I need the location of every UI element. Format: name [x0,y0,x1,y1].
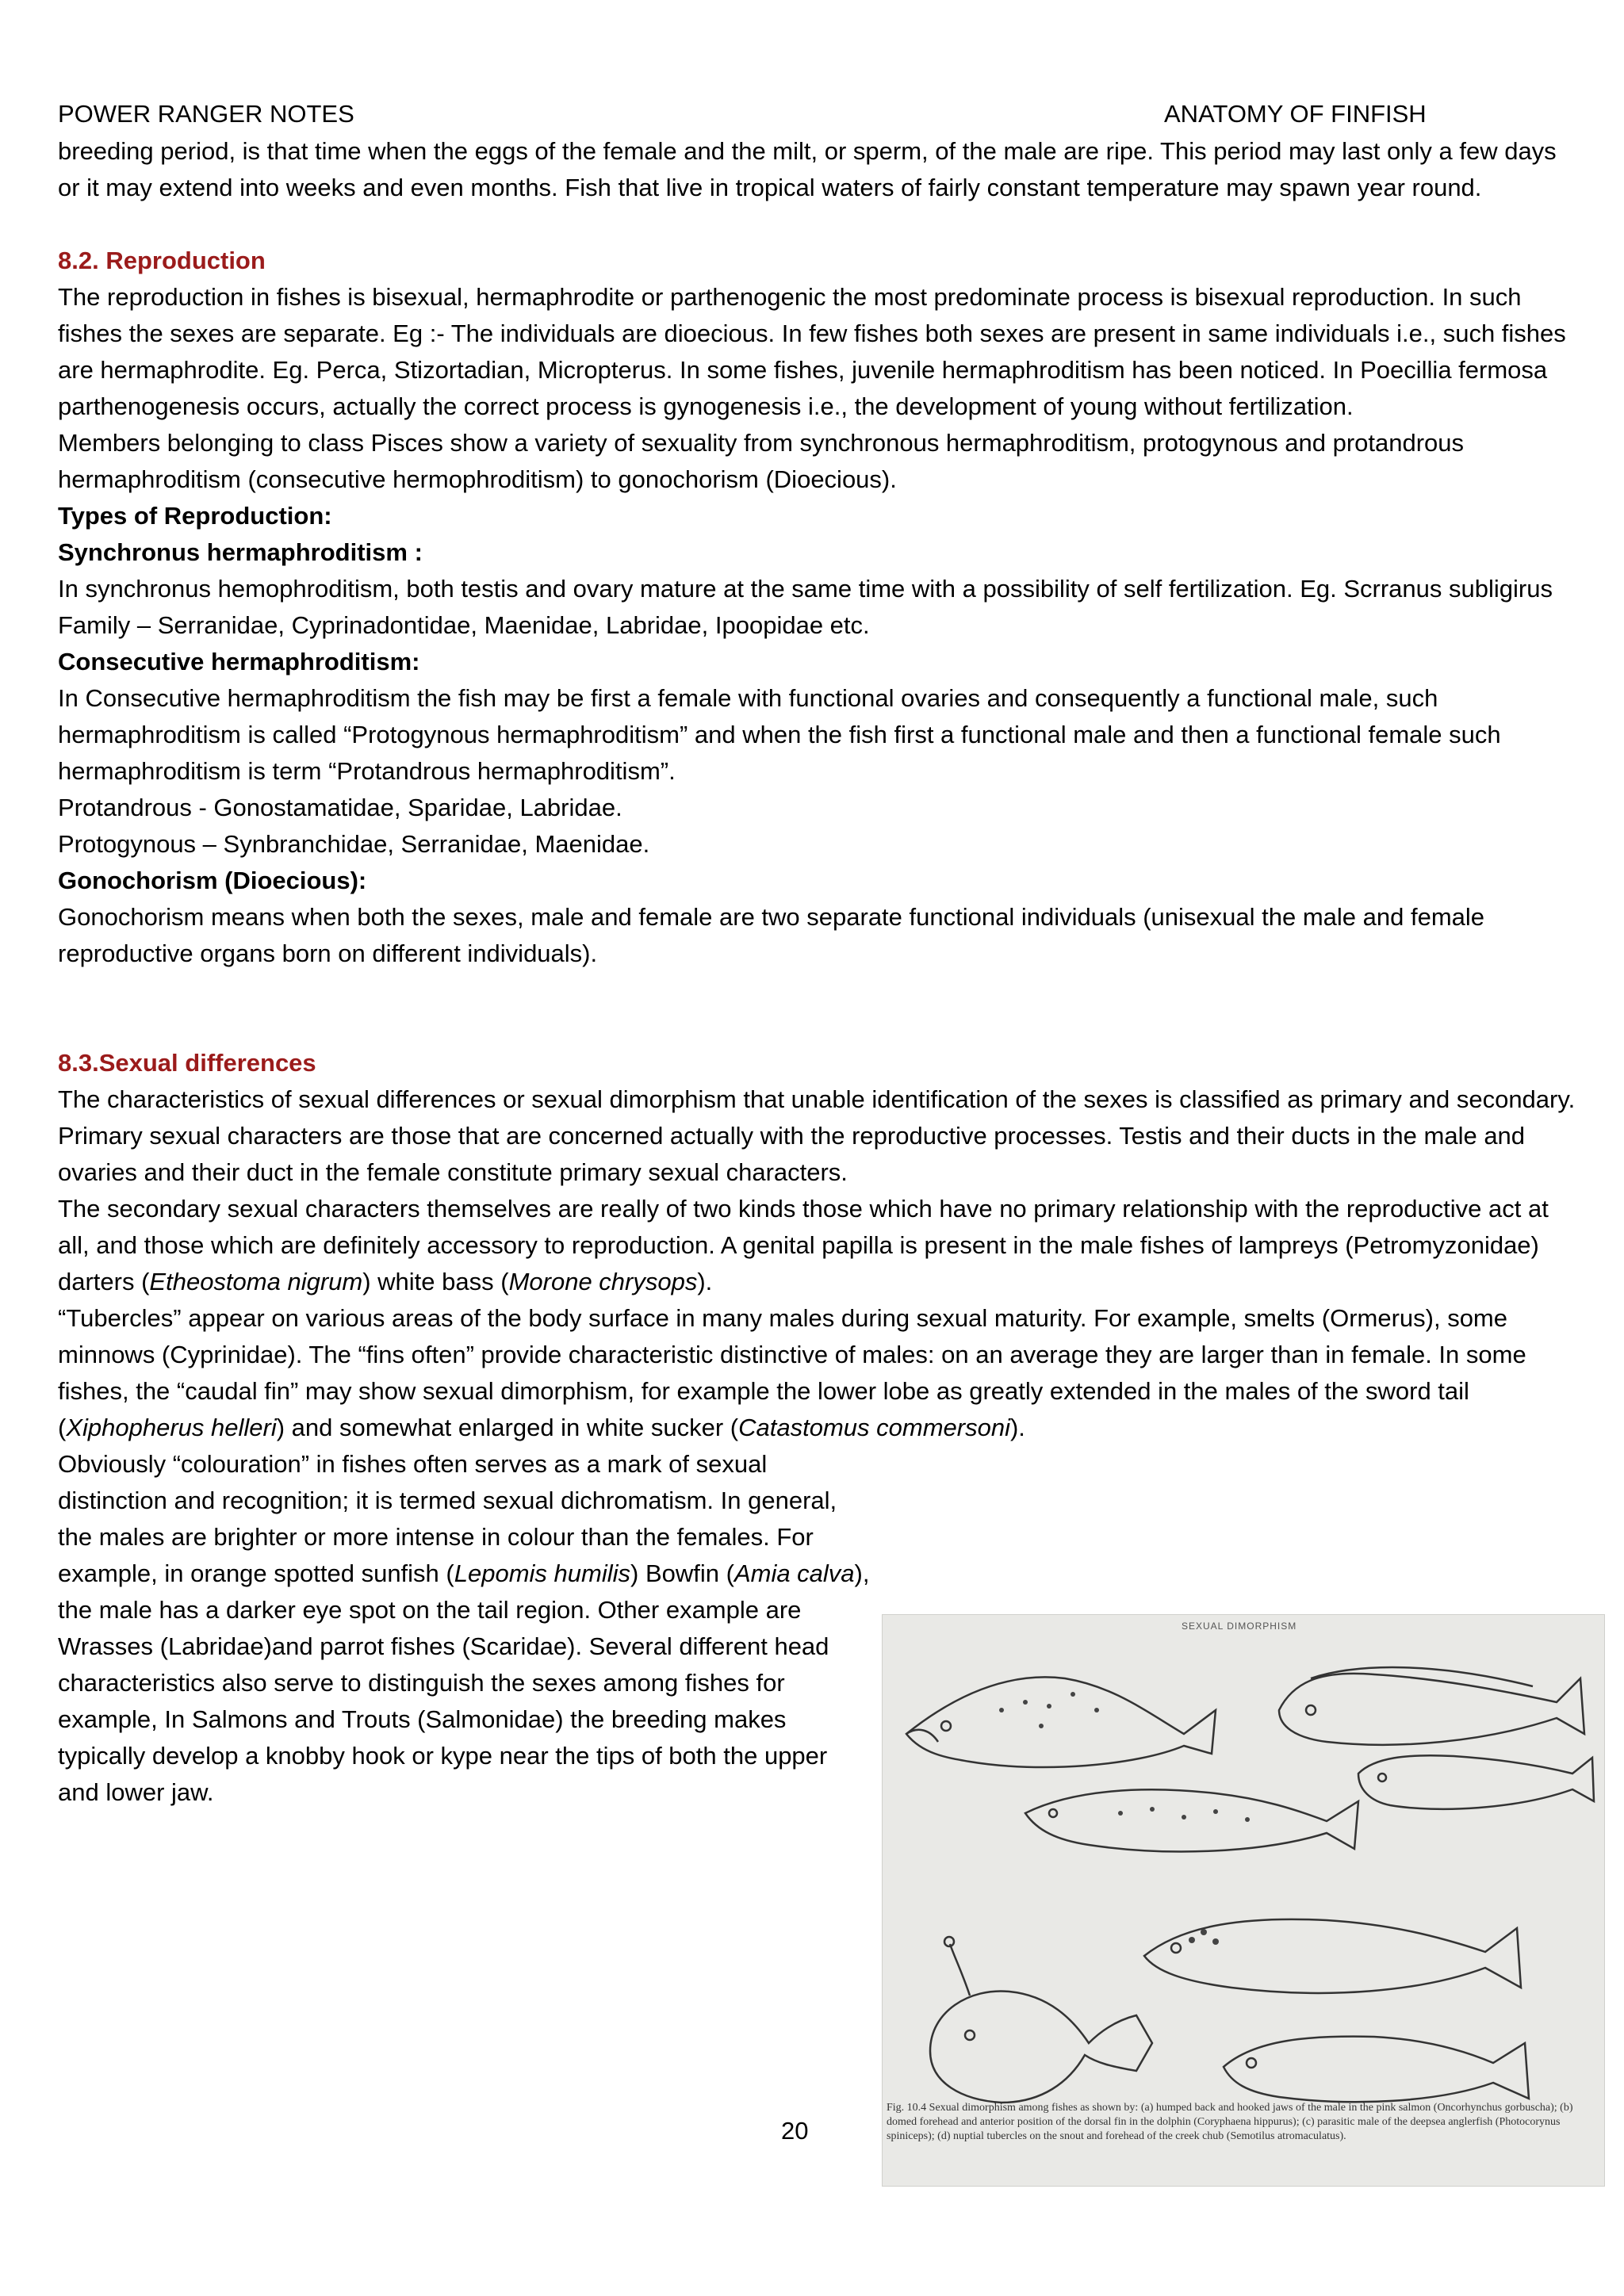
p2-species-1: Etheostoma nigrum [149,1268,363,1295]
sexual-differences-paragraph-3 [58,1300,1580,1446]
sexual-differences-paragraph-2 [58,1191,1580,1300]
synchronus-heading: Synchronus hermaphroditism : [58,538,423,566]
header-left: POWER RANGER NOTES [58,100,354,128]
p4-text-a: Obviously “colouration” in fishes often serves as a mark of sexual distinction and recognition; it is termed sexual dichromatism. In general, the males are brighter or more intense in colour than the females. For example, in orange spotted sunfish ( [58,1450,837,1587]
p2-text-c: ). [697,1268,713,1295]
gonochorism-heading: Gonochorism (Dioecious): [58,867,367,894]
p3-text-b: ) and somewhat enlarged in white sucker ( [276,1414,739,1441]
p2-text-b: ) white bass ( [362,1268,509,1295]
sexual-differences-paragraph-1: The characteristics of sexual differences or sexual dimorphism that unable identification of the sexes is classified as primary and secondary. Primary sexual characters are those that are concerned actually with the reproductive processes. Testis and their ducts in the male and ovaries and their duct in the female constitute primary sexual characters. [58,1085,1576,1186]
types-heading: Types of Reproduction: [58,502,332,530]
page-number: 20 [781,2117,809,2145]
section-8-3-title: 8.3.Sexual differences [58,1049,316,1077]
reproduction-paragraph-2: Members belonging to class Pisces show a variety of sexuality from synchronous hermaphroditism, protogynous and protandrous hermaphroditism (consecutive hermophroditism) to gonochorism (Dioecious). [58,429,1465,493]
reproduction-paragraph-1: The reproduction in fishes is bisexual, hermaphrodite or parthenogenic the most predominate process is bisexual reproduction. In such fishes the sexes are separate. Eg :- The individuals are dioecious. In few fishes both sexes are present in same individuals i.e., such fishes are hermaphrodite. Eg. Perca, Stizortadian, Micropterus. In some fishes, juvenile hermaphroditism has been noticed. In Poecillia fermosa parthenogenesis occurs, actually the correct process is gynogenesis i.e., the development of young without fertilization. [58,283,1566,420]
salmon-male-fish [906,1677,1216,1767]
dolphin-female-fish [1358,1755,1594,1809]
p3-text-c: ). [1009,1414,1025,1441]
anglerfish-fish [930,1991,1152,2103]
protogynous-line: Protogynous – Synbranchidae, Serranidae, Maenidae. [58,830,650,858]
page-content [58,133,1580,1811]
consecutive-heading: Consecutive hermaphroditism: [58,648,420,675]
section-8-2-title: 8.2. Reproduction [58,247,266,274]
p3-species-2: Catastomus commersoni [738,1414,1010,1441]
intro-paragraph: breeding period, is that time when the eggs of the female and the milt, or sperm, of the male are ripe. This period may last only a few days or it may extend into weeks and even months. Fish that live in tropical waters of fairly constant temperature may spawn year round. [58,137,1557,201]
consecutive-paragraph: In Consecutive hermaphroditism the fish may be first a female with functional ovaries and consequently a functional male, such hermaphroditism is called “Protogynous hermaphroditism” and when the fish first a functional male and then a functional female such hermaphroditism is term “Protandrous hermaphroditism”. [58,684,1501,785]
p2-text-a: The secondary sexual characters themselves are really of two kinds those which have no primary relationship with the reproductive act at all, and those which are definitely accessory to reproduction. A genital papilla is present in the male fishes of lampreys (Petromyzonidae) darters ( [58,1195,1549,1295]
fish-illustration [883,1615,1604,2186]
creek-chub-female-fish [1224,2037,1529,2103]
gonochorism-paragraph: Gonochorism means when both the sexes, male and female are two separate functional individuals (unisexual the male and female reproductive organs born on different individuals). [58,903,1485,967]
figure-caption: Fig. 10.4 Sexual dimorphism among fishes as shown by: (a) humped back and hooked jaws of the male in the pink salmon (Oncorhynchus gorbuscha); (b) domed forehead and anterior position of the dorsal fin in the dolphin (Coryphaena hippurus); (c) parasitic male of the deepsea anglerfish (Photocorynus spiniceps); (d) nuptial tubercles on the snout and forehead of the creek chub (Semotilus atromaculatus). [887,2102,1573,2142]
salmon-female-fish [1025,1789,1358,1851]
p4-text-c: ), the male has a darker eye spot on the tail region. Other example are Wrasses (Labridae)and parrot fishes (Scaridae). Several different head characteristics also serve to distinguish the sexes among fishes for example, In Salmons and Trouts (Salmonidae) the breeding makes typically develop a knobby hook or kype near the tips of both the upper and lower jaw. [58,1559,870,1806]
synchronus-family: Family – Serranidae, Cyprinadontidae, Maenidae, Labridae, Ipoopidae etc. [58,611,870,639]
p4-species-2: Amia calva [733,1559,855,1587]
p2-species-2: Morone chrysops [508,1268,698,1295]
dolphin-male-fish [1279,1674,1584,1745]
synchronus-paragraph: In synchronus hemophroditism, both testis and ovary mature at the same time with a possibility of self fertilization. Eg. Scrranus subligirus [58,575,1553,603]
protandrous-line: Protandrous - Gonostamatidae, Sparidae, Labridae. [58,794,622,821]
p4-species-1: Lepomis humilis [454,1559,631,1587]
p4-text-b: ) Bowfin ( [630,1559,734,1587]
p3-species-1: Xiphopherus helleri [66,1414,277,1441]
sexual-differences-paragraph-4 [58,1446,875,1811]
header-right: ANATOMY OF FINFISH [1164,100,1427,128]
p3-text-a: “Tubercles” appear on various areas of the body surface in many males during sexual maturity. For example, smelts (Ormerus), some minnows (Cyprinidae). The “fins often” provide characteristic distinctive of males: on an average they are larger than in female. In some fishes, the “caudal fin” may show sexual dimorphism, for example the lower lobe as greatly extended in the males of the sword tail ( [58,1304,1526,1441]
creek-chub-male-fish [1144,1919,1521,1993]
figure-title: SEXUAL DIMORPHISM [1182,1621,1297,1632]
